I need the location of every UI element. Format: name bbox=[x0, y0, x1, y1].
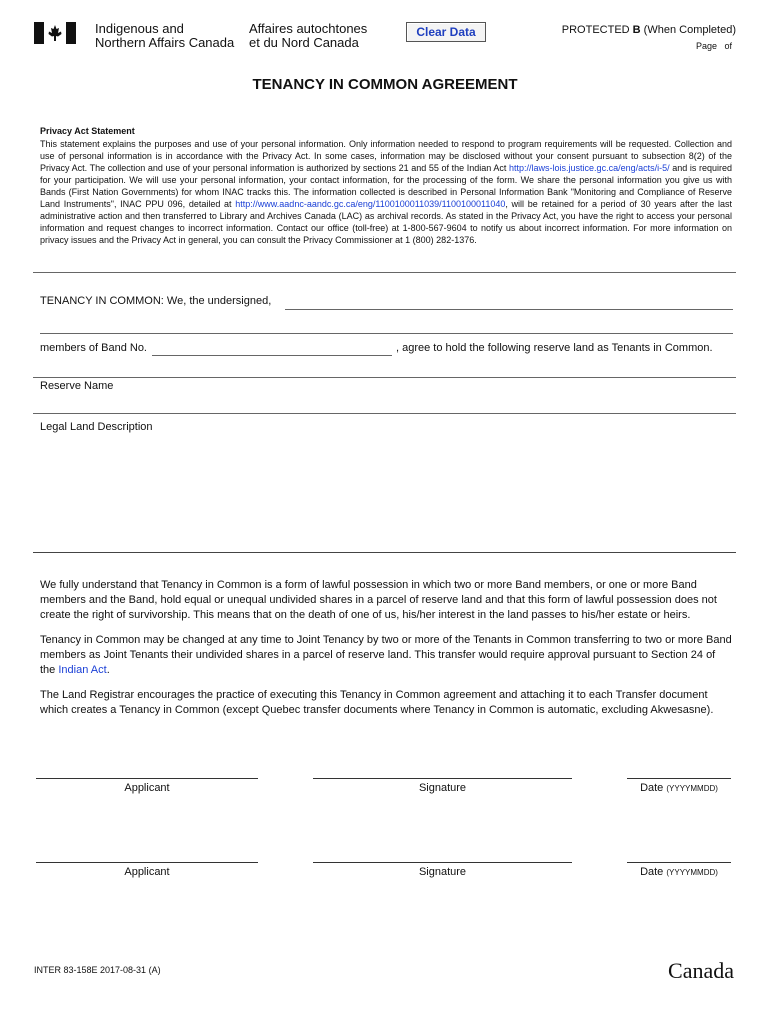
divider bbox=[33, 272, 736, 273]
privacy-heading: Privacy Act Statement bbox=[40, 126, 135, 136]
dept-fr-line-2: et du Nord Canada bbox=[249, 35, 359, 50]
date-format: (YYYYMMDD) bbox=[666, 868, 718, 877]
date-label bbox=[620, 866, 738, 878]
signature-label: Signature bbox=[418, 782, 467, 794]
legal-land-field[interactable] bbox=[33, 438, 736, 552]
signature-label: Signature bbox=[418, 866, 467, 878]
protected-label bbox=[562, 24, 736, 36]
canada-wordmark: Canada bbox=[668, 958, 734, 983]
department-name-french bbox=[249, 22, 367, 50]
privacy-text-1: This statement explains the purposes and use of your personal information. Only information needed to respond to program requirements will be requested. Collection and use of personal information is in accordance with the Privacy Act. In some cases, information may be disclosed without your consent pursuant to subsection 8(2) of the Privacy Act. The collection and use of your personal information is authorized by sections 21 and 55 of the Indian Act bbox=[40, 139, 732, 173]
applicant-label: Applicant bbox=[124, 866, 170, 878]
reserve-name-label: Reserve Name bbox=[40, 380, 114, 392]
dept-fr-line-1: Affaires autochtones bbox=[249, 21, 368, 36]
clear-data-button[interactable]: Clear Data bbox=[406, 22, 486, 42]
para2-end: . bbox=[106, 664, 110, 676]
form-id: INTER 83-158E 2017-08-31 (A) bbox=[34, 965, 161, 975]
signature-field-1[interactable] bbox=[313, 778, 572, 779]
date-field-1[interactable] bbox=[627, 778, 731, 779]
pib-link[interactable]: http://www.aadnc-aandc.gc.ca/eng/1100100011039/1100100011040 bbox=[235, 199, 506, 209]
date-label bbox=[620, 782, 738, 794]
band-number-field[interactable] bbox=[152, 355, 392, 356]
date-field-2[interactable] bbox=[627, 862, 731, 863]
privacy-text-3: , will be retained for a period of 30 years after the last administrative action and then transferred to Library and Archives Canada (LAC) as archival records. As stated in the Privacy Act, you have the right to access your personal information and request changes to incorrect information. Contact our office (toll-free) at 1-800-567-9604 to notify us about incorrect information. For more information on privacy issues and the Privacy Act in general, you can consult the Privacy Commissioner at 1 (800) 282-1376. bbox=[40, 199, 732, 245]
page-of: Page of bbox=[695, 41, 732, 51]
department-name-english bbox=[95, 22, 234, 50]
dept-en-line-2: Northern Affairs Canada bbox=[95, 35, 235, 50]
signature-field-2[interactable] bbox=[313, 862, 572, 863]
page-title: TENANCY IN COMMON AGREEMENT bbox=[252, 76, 518, 93]
indian-act-link[interactable]: Indian Act bbox=[58, 664, 107, 676]
privacy-text-2: and is required for your participation. We will use your personal information, your contact information, for the processing of the form. We share the personal information you give us with Bands (First Nation Governments) for whom INAC tracks this. The information collected is described in Personal Information Bank "Monitoring and Compliance of Reserve Land Instruments", INAC PPU 096, detailed at bbox=[40, 163, 732, 209]
divider bbox=[33, 377, 736, 378]
date-text: Date bbox=[640, 782, 664, 794]
protected-level: B bbox=[632, 24, 641, 36]
protected-prefix: PROTECTED bbox=[561, 24, 633, 36]
agree-text: , agree to hold the following reserve land as Tenants in Common. bbox=[396, 342, 713, 354]
para2-text: Tenancy in Common may be changed at any time to Joint Tenancy by two or more of the Tenants in Common transferring to two or more Band members as Joint Tenants their undivided shares in a parcel of reserve land. This transfer would require approval pursuant to Section 24 of the bbox=[40, 634, 732, 676]
applicant-field-1[interactable] bbox=[36, 778, 258, 779]
legal-land-label: Legal Land Description bbox=[40, 421, 153, 433]
date-format: (YYYYMMDD) bbox=[666, 784, 718, 793]
protected-suffix: (When Completed) bbox=[640, 24, 736, 36]
undersigned-field[interactable] bbox=[285, 309, 733, 310]
paragraph-survivorship: We fully understand that Tenancy in Common is a form of lawful possession in which two or more Band members, or one or more Band members and the Band, hold equal or unequal undivided shares in a parcel of reserve land and that this form of lawful possession does not create the right of survivorship. This means that on the death of one of us, his/her interest in the land passes to his/her estate or heirs. bbox=[40, 579, 717, 621]
applicant-label: Applicant bbox=[124, 782, 170, 794]
paragraph-joint-tenancy bbox=[40, 633, 732, 678]
tenancy-label: TENANCY IN COMMON: We, the undersigned, bbox=[40, 295, 272, 307]
date-text: Date bbox=[640, 866, 664, 878]
laws-link[interactable]: http://laws-lois.justice.gc.ca/eng/acts/i-5/ bbox=[509, 163, 670, 173]
dept-en-line-1: Indigenous and bbox=[95, 21, 184, 36]
privacy-statement bbox=[40, 138, 732, 246]
undersigned-field-2[interactable] bbox=[40, 333, 733, 334]
applicant-field-2[interactable] bbox=[36, 862, 258, 863]
divider bbox=[33, 552, 736, 553]
band-members-label: members of Band No. bbox=[40, 342, 147, 354]
paragraph-land-registrar: The Land Registrar encourages the practice of executing this Tenancy in Common agreement and attaching it to each Transfer document which creates a Tenancy in Common (except Quebec transfer documents where Tenancy in Common is automatic, excluding Akwesasne). bbox=[40, 689, 714, 716]
reserve-name-field[interactable] bbox=[33, 413, 736, 414]
canada-flag-icon bbox=[34, 22, 76, 44]
